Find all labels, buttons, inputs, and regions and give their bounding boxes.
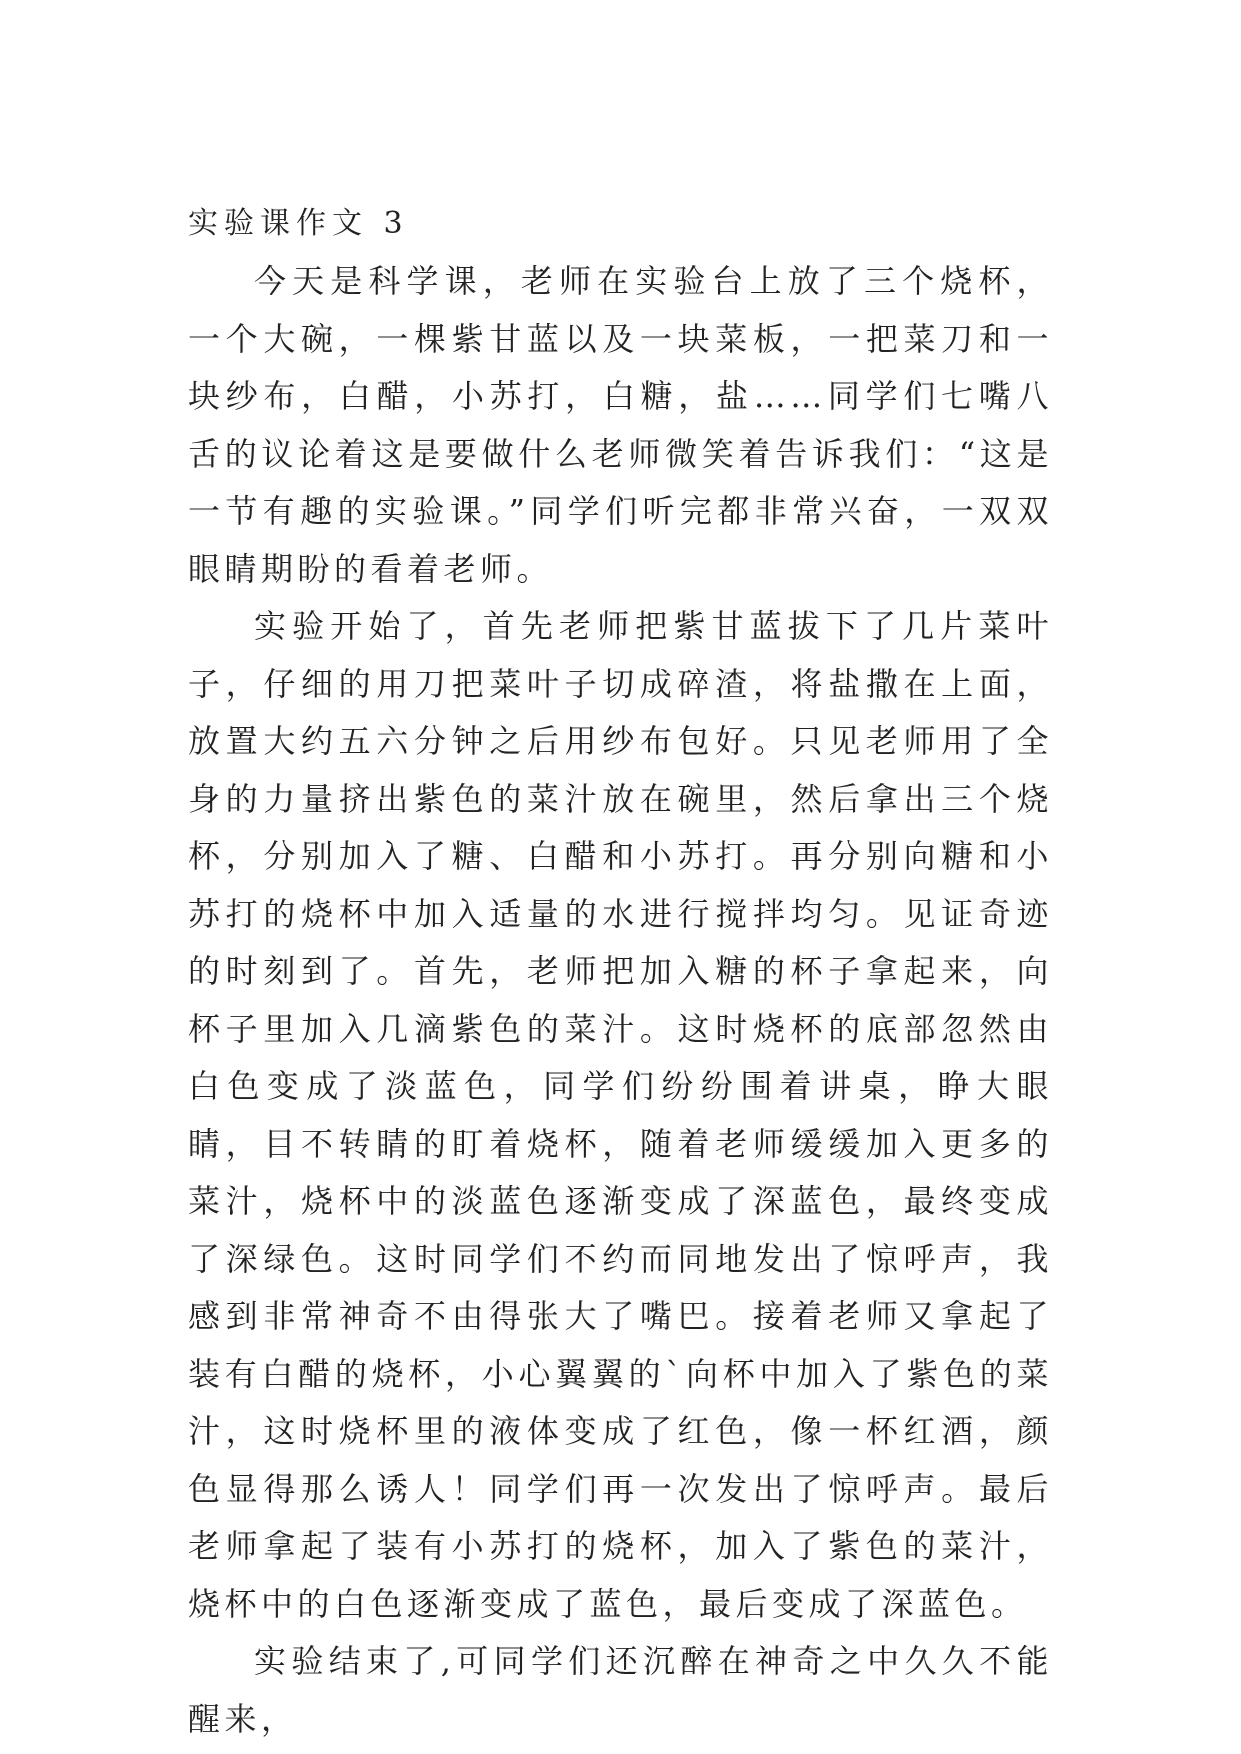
paragraph-conclusion: 实验结束了,可同学们还沉醉在神奇之中久久不能醒来， bbox=[188, 1642, 1053, 1738]
paragraph-experiment: 实验开始了，首先老师把紫甘蓝拔下了几片菜叶子，仔细的用刀把菜叶子切成碎渣，将盐撒在上面，放置大约五六分钟之后用纱布包好。只见老师用了全身的力量挤出紫色的菜汁放在碗里，然后拿出三个烧杯，分别加入了糖、白醋和小苏打。再分别向糖和小苏打的烧杯中加入适量的水进行搅拌均匀。见证奇迹的时刻到了。首先，老师把加入糖的杯子拿起来，向杯子里加入几滴紫色的菜汁。这时烧杯的底部忽然由白色变成了淡蓝色，同学们纷纷围着讲桌，睁大眼睛，目不转睛的盯着烧杯，随着老师缓缓加入更多的菜汁，烧杯中的淡蓝色逐渐变成了深蓝色，最终变成了深绿色。这时同学们不约而同地发出了惊呼声，我感到非常神奇不由得张大了嘴巴。接着老师又拿起了装有白醋的烧杯，小心翼翼的`向杯中加入了紫色的菜汁，这时烧杯里的液体变成了红色，像一杯红酒，颜色显得那么诱人！同学们再一次发出了惊呼声。最后老师拿起了装有小苏打的烧杯，加入了紫色的菜汁，烧杯中的白色逐渐变成了蓝色，最后变成了深蓝色。 bbox=[188, 607, 1053, 1623]
paragraph-intro: 今天是科学课，老师在实验台上放了三个烧杯，一个大碗，一棵紫甘蓝以及一块菜板，一把菜刀和一块纱布，白醋，小苏打，白糖，盐……同学们七嘴八舌的议论着这是要做什么老师微笑着告诉我们：“这是一节有趣的实验课。”同学们听完都非常兴奋，一双双眼睛期盼的看着老师。 bbox=[188, 262, 1053, 588]
document-body bbox=[188, 195, 1053, 1748]
document-title: 实验课作文 3 bbox=[188, 206, 409, 241]
